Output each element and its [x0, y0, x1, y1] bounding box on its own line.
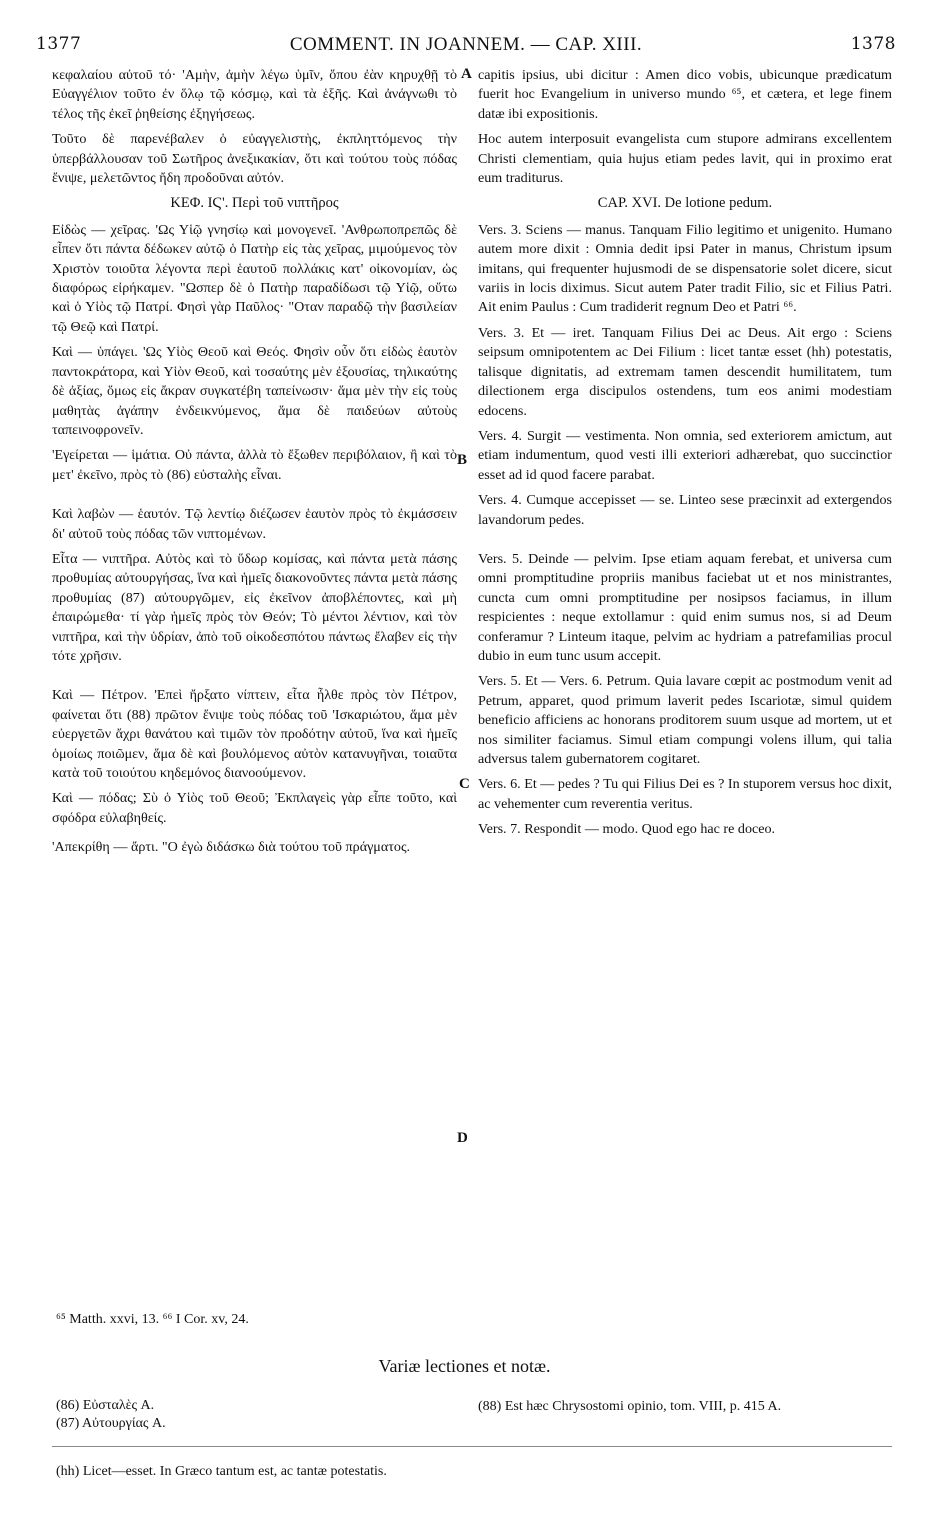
margin-marker-c: C: [459, 776, 470, 792]
latin-paragraph: Vers. 3. Sciens — manus. Tanquam Filio legitimo et unigenito. Humano autem more dixit : Omnia dedit ipsi Pater in manus, Christum ipsum imitans, qui frequenter hujusmodi de se dispensatorie solet dicere, sicut variis in locis diximus. Sicut autem Pater tradit Filio, sic et Filius Patri. Ait enim Paulus : Cum tradiderit regnum Deo et Patri ⁶⁶.: [478, 221, 892, 316]
greek-paragraph: Τοῦτο δὲ παρενέβαλεν ὁ εὐαγγελιστὴς, ἐκπληττόμενος τὴν ὑπερβάλλουσαν τοῦ Σωτῆρος ἀνεξικακίαν, ὅτι καὶ τούτου τοὺς πόδας ἔνιψε, μελετῶντος ἤδη προδοῦναι αὐτόν.: [52, 131, 457, 187]
page-number-left: 1377: [36, 34, 82, 54]
greek-paragraph: Καὶ λαβὼν — ἑαυτόν. Τῷ λεντίῳ διέζωσεν ἑαυτὸν πρὸς τὸ ἐκμάσσειν δι' αὐτοῦ τοὺς πόδας τῶν νιπτομένων.: [52, 506, 457, 542]
greek-chapter-heading: ΚΕΦ. ΙϚ'. Περὶ τοῦ νιπτῆρος: [170, 195, 339, 212]
latin-paragraph: Vers. 6. Et — pedes ? Tu qui Filius Dei es ? In stuporem versus hoc dixit, ac vehementer cum reverentia veritus.: [478, 776, 892, 812]
greek-paragraph: 'Εγείρεται — ἱμάτια. Οὐ πάντα, ἀλλὰ τὸ ἔξωθεν περιβόλαιον, ἢ καὶ τὸ μετ' ἐκεῖνο, πρὸς τὸ (86) εὐσταλὴς εἶναι.: [52, 447, 457, 483]
latin-column: [478, 66, 892, 846]
greek-column: [52, 66, 457, 864]
greek-paragraph: Εἰδὼς — χεῖρας. 'Ως Υἱῷ γνησίῳ καὶ μονογενεῖ. 'Ανθρωποπρεπῶς δὲ εἶπεν ὅτι πάντα δέδωκεν αὐτῷ ὁ Πατὴρ εἰς τὰς χεῖρας, μιμούμενος τὸν Χριστὸν τοιοῦτα λέγοντα περὶ ἑαυτοῦ πολλάκις κατ' οἰκονομίαν, ὡς διαφόρως εἰρήκαμεν. "Ωσπερ δὲ ὁ Πατὴρ παραδίδωσι τῷ Υἱῷ, οὕτω καὶ ὁ Υἱὸς τῷ Πατρί. Φησὶ γὰρ Παῦλος· "Οταν παραδῷ τὴν βασιλείαν τῷ Θεῷ καὶ Πατρί.: [52, 221, 457, 335]
latin-paragraph: capitis ipsius, ubi dicitur : Amen dico vobis, ubicunque prædicatum fuerit hoc Evangelium in universo mundo ⁶⁵, et cætera, et lege finem datæ ibi expositionis.: [478, 67, 892, 122]
variant-note-hh: (hh) Licet—esset. In Græco tantum est, ac tantæ potestatis.: [56, 1464, 387, 1479]
greek-paragraph: Καὶ — πόδας; Σὺ ὁ Υἱὸς τοῦ Θεοῦ; Ἐκπλαγεὶς γὰρ εἶπε τοῦτο, καὶ σφόδρα εὐλαβηθείς.: [52, 790, 457, 826]
running-title: COMMENT. IN JOANNEM. — CAP. XIII.: [289, 34, 643, 55]
variant-note-86: (86) Εὐσταλὲς A.: [56, 1398, 155, 1413]
latin-paragraph: Vers. 4. Surgit — vestimenta. Non omnia, sed exteriorem amictum, aut etiam indumentum, quod vesti illi exteriori adhærebat, quo succinctior esset ad id quod facere parabat.: [478, 427, 892, 483]
greek-paragraph: Καὶ — ὑπάγει. 'Ως Υἱὸς Θεοῦ καὶ Θεός. Φησὶν οὖν ὅτι εἰδὼς ἑαυτὸν παντοκράτορα, καὶ Υἱὸν Θεοῦ, καὶ τοσαύτης μὲν ἐξουσίας, τηλικαύτης δὲ ἀξίας, ὅμως εἰς ἄκραν συγκατέβη ταπείνωσιν· ἅμα μὲν τὴν εἰς τοὺς μαθητὰς ἀγάπην ἐνδεικνύμενος, ἅμα δὲ παιδεύων αὐτοὺς ταπεινοφρονεῖν.: [52, 344, 457, 438]
notes-divider: [52, 1446, 892, 1447]
latin-paragraph: Vers. 4. Cumque accepisset — se. Linteo sese præcinxit ad extergendos lavandorum pedes.: [478, 492, 892, 528]
page-number-right: 1378: [850, 34, 896, 54]
latin-paragraph: Vers. 7. Respondit — modo. Quod ego hac re doceo.: [478, 821, 776, 838]
latin-paragraph: Vers. 3. Et — iret. Tanquam Filius Dei ac Deus. Ait ergo : Sciens seipsum omnipotentem ac Dei Filium : licet tantæ esset (hh) potestatis, talisque dignitatis, ad extremam tamen descendit humilitatem, tum dilectionem erga discipulos ostendens, tum eos animi modestiam edocens.: [478, 324, 892, 419]
margin-marker-a: A: [461, 66, 472, 82]
greek-paragraph: 'Απεκρίθη — ἄρτι. "Ο ἐγὼ διδάσκω διὰ τούτου τοῦ πράγματος.: [52, 839, 411, 856]
variae-lectiones-title: Variæ lectiones et notæ.: [378, 1356, 551, 1376]
running-header: [36, 34, 896, 60]
greek-paragraph: κεφαλαίου αὐτοῦ τό· 'Αμὴν, ἀμὴν λέγω ὑμῖν, ὅπου ἐὰν κηρυχθῇ τὸ Εὐαγγέλιον τοῦτο ἐν ὅλῳ τῷ κόσμῳ, καὶ τὰ ἑξῆς. Καὶ ἀνάγνωθι τὸ τέλος τῆς ἐκεῖ ῥηθείσης ἐξηγήσεως.: [52, 67, 457, 122]
latin-paragraph: Hoc autem interposuit evangelista cum stupore admirans excellentem Christi clementiam, quia hujus etiam pedes lavit, qui in proximo erat eum traditurus.: [478, 131, 892, 187]
scripture-footnotes: ⁶⁵ Matth. xxvi, 13. ⁶⁶ I Cor. xv, 24.: [56, 1312, 249, 1327]
greek-paragraph: Εἶτα — νιπτῆρα. Αὐτὸς καὶ τὸ ὕδωρ κομίσας, καὶ πάντα μετὰ πάσης προθυμίας αὐτουργήσας, ἵνα καὶ ἡμεῖς διακονοῦντες πάντα μετὰ πάσης προθυμίας (87) αὐτουργῶμεν, εἰς ἐκεῖνον ἀποβλέποντες, καὶ μὴ ἐπαιρώμεθα· τί γὰρ ἡμεῖς πρὸς τὸν Θεόν; Τὸ μέντοι λέντιον, καὶ τὸν νιπτῆρα, καὶ τὴν ὑδρίαν, ἀπὸ τοῦ οἰκοδεσπότου πάντως ἔλαβεν εἰς τὴν τότε χρῆσιν.: [52, 550, 457, 664]
variant-note-88: (88) Est hæc Chrysostomi opinio, tom. VIII, p. 415 A.: [478, 1399, 782, 1414]
variant-note-87: (87) Αὐτουργίας A.: [56, 1416, 166, 1431]
margin-marker-d: D: [457, 1130, 468, 1146]
greek-paragraph: Καὶ — Πέτρον. 'Επεὶ ἤρξατο νίπτειν, εἶτα ἦλθε πρὸς τὸν Πέτρον, φαίνεται ὅτι (88) πρῶτον ἔνιψε τοὺς πόδας τοῦ 'Ισκαριώτου, ἅμα μὲν εὐεργετῶν ἄχρι θανάτου καὶ τιμῶν τὸν προδότην αὐτοῦ, ἵνα καὶ ἡμεῖς ὁμοίως ποιῶμεν, ἅμα δὲ καὶ βουλόμενος αὐτὸν κατανυγῆναι, τοιαῦτα κατὰ τοῦ τοιούτου κηδεμόνος διανοούμενον.: [52, 687, 457, 781]
latin-paragraph: Vers. 5. Deinde — pelvim. Ipse etiam aquam ferebat, et universa cum omni promptitudine propriis manibus faciebat ut et nos ministrantes, cuncta cum omni promptitudine per nosipsos faciamus, in illum respicientes : neque extollamur : quid enim sumus nos, si ad Deum conferamur ? Linteum itaque, pelvim ac hydriam a patrefamilias procul dubio in eum tunc usum accepit.: [478, 550, 892, 664]
latin-chapter-heading: CAP. XVI. De lotione pedum.: [597, 195, 773, 212]
latin-paragraph: Vers. 5. Et — Vers. 6. Petrum. Quia lavare cœpit ac postmodum venit ad Petrum, apparet, quod primum laverit pedes Iscariotæ, simul quidem beneficio afficiens ac honorans proditorem suum usque ad mortem, ut et nos similiter faciamus. Simul etiam compungi volens illum, qui talia adversus talem gubernatorem cogitaret.: [478, 673, 892, 767]
margin-marker-b: B: [457, 452, 468, 468]
